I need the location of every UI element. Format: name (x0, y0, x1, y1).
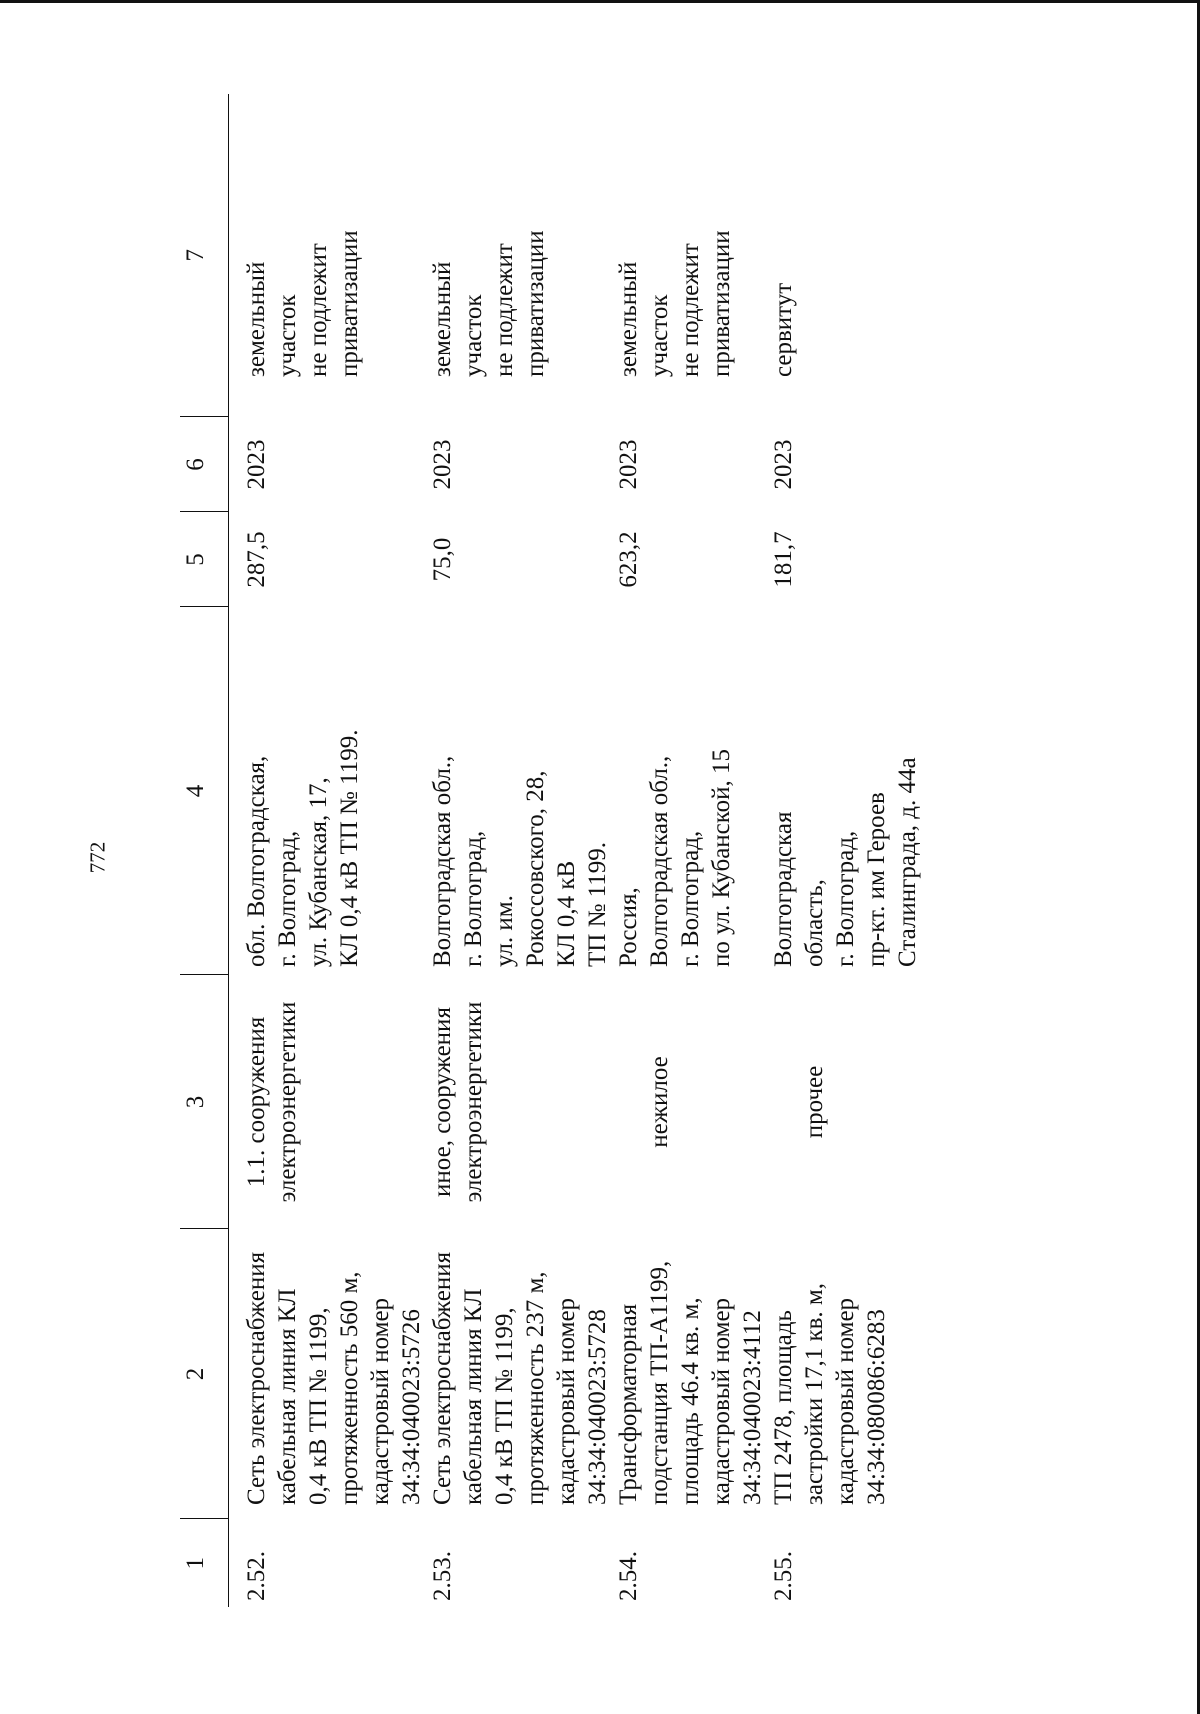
column-header: 7 (180, 94, 229, 417)
column-header: 1 (180, 1519, 229, 1607)
object-name-line: 34:34:040023:4112 (739, 1310, 766, 1505)
object-address-line: Россия, (615, 887, 642, 967)
row-number-cell: 2.53. (429, 1551, 456, 1601)
object-note-line: земельный (615, 261, 642, 377)
object-name-line: 34:34:040023:5728 (584, 1309, 611, 1505)
object-year-cell: 2023 (615, 439, 642, 490)
object-note-line: не подлежит (491, 243, 518, 377)
object-type-line: иное, сооружения (429, 1007, 456, 1197)
object-name-line: 0,4 кВ ТП № 1199, (305, 1307, 332, 1505)
object-name-line: площадь 46.4 кв. м, (677, 1297, 704, 1505)
object-year-cell: 2023 (429, 439, 456, 490)
table-row (768, 94, 923, 1607)
registry-table (180, 94, 923, 1607)
object-note-line: участок (460, 294, 487, 377)
object-address-line: обл. Волгоградская, (243, 755, 270, 967)
column-header: 5 (180, 512, 229, 607)
object-type-line: прочее (801, 1065, 828, 1139)
object-name-line: ТП 2478, площадь (770, 1310, 797, 1505)
object-address-line: Волгоградская обл., (429, 755, 456, 967)
page-number: 772 (85, 841, 110, 874)
object-name-cell (241, 1229, 427, 1519)
rotated-table-container (180, 94, 1060, 1607)
column-header: 3 (180, 975, 229, 1229)
object-address-line: г. Волгоград, (832, 830, 859, 967)
object-note-line: земельный (243, 261, 270, 377)
object-name-line: 34:34:040023:5726 (398, 1309, 425, 1505)
object-note-line: участок (274, 294, 301, 377)
table-row (613, 94, 768, 1607)
object-name-cell (768, 1229, 923, 1519)
object-name-line: кадастровый номер (708, 1297, 735, 1505)
object-address-line: область, (801, 879, 828, 967)
object-name-line: подстанция ТП-А1199, (646, 1260, 673, 1505)
object-type-cell (241, 975, 427, 1229)
object-type-line (768, 979, 799, 1225)
object-name-line: протяженность 560 м, (336, 1271, 363, 1505)
object-address-line: Волгоградская (770, 811, 797, 967)
object-note-line: участок (646, 294, 673, 377)
object-area-cell: 287,5 (243, 531, 270, 588)
object-name-cell (427, 1229, 613, 1519)
column-header: 4 (180, 607, 229, 975)
object-name-line: кабельная линия КЛ (274, 1288, 301, 1505)
table-header-row (180, 94, 229, 1607)
object-name-cell (613, 1229, 768, 1519)
object-address-line: Волгоградская обл., (646, 755, 673, 967)
object-address-line: Сталинграда, д. 44а (894, 757, 921, 967)
table-row (241, 94, 427, 1607)
object-year-cell: 2023 (243, 439, 270, 490)
object-name-line: Сеть электроснабжения (429, 1251, 456, 1505)
object-name-line: кабельная линия КЛ (460, 1288, 487, 1505)
object-address-line: г. Волгоград, (677, 830, 704, 967)
object-name-line: Трансформаторная (615, 1303, 642, 1505)
object-address-line: ул. Кубанская, 17, (305, 777, 332, 967)
page-top-edge (0, 0, 1200, 3)
object-name-line: застройки 17,1 кв. м, (801, 1283, 828, 1505)
object-name-line: кадастровый номер (367, 1297, 394, 1505)
table-row (427, 94, 613, 1607)
column-header: 6 (180, 417, 229, 512)
column-header: 2 (180, 1229, 229, 1519)
object-type-cell (427, 975, 613, 1229)
object-note-line: сервитут (770, 282, 797, 377)
object-name-line: Сеть электроснабжения (243, 1251, 270, 1505)
object-name-line: кадастровый номер (553, 1297, 580, 1505)
object-note-cell (427, 94, 613, 417)
object-note-line: земельный (429, 261, 456, 377)
object-type-line: электроэнергетики (274, 1001, 301, 1203)
object-area-cell: 623,2 (615, 531, 642, 588)
object-address-line: КЛ 0,4 кВ ТП № 1199. (336, 729, 363, 967)
object-address-line: г. Волгоград, (274, 830, 301, 967)
object-note-line: не подлежит (305, 243, 332, 377)
object-note-line: приватизации (522, 230, 549, 377)
object-address-line: ул. им. (491, 895, 518, 967)
object-area-cell: 75,0 (429, 537, 456, 582)
object-type-cell (613, 975, 768, 1229)
object-address-line: Рокоссовского, 28, (522, 770, 549, 967)
object-type-line (613, 979, 644, 1225)
object-note-line: приватизации (336, 230, 363, 377)
object-address-line: по ул. Кубанской, 15 (708, 748, 735, 967)
object-note-line: приватизации (708, 230, 735, 377)
object-address-line: г. Волгоград, (460, 830, 487, 967)
object-type-line: 1.1. сооружения (243, 1016, 270, 1188)
object-name-line: 34:34:080086:6283 (863, 1309, 890, 1505)
object-address-line: ТП № 1199. (584, 842, 611, 967)
object-address-line: КЛ 0,4 кВ (553, 860, 580, 967)
object-area-cell: 181,7 (770, 531, 797, 588)
object-address-cell (768, 607, 923, 975)
object-note-cell (613, 94, 768, 417)
object-type-line: нежилое (646, 1056, 673, 1148)
object-address-cell (613, 607, 768, 975)
object-type-cell (768, 975, 923, 1229)
object-name-line: 0,4 кВ ТП № 1199, (491, 1307, 518, 1505)
object-name-line: протяженность 237 м, (522, 1271, 549, 1505)
object-year-cell: 2023 (770, 439, 797, 490)
object-address-cell (427, 607, 613, 975)
row-number-cell: 2.54. (615, 1551, 642, 1601)
object-address-cell (241, 607, 427, 975)
row-number-cell: 2.55. (770, 1551, 797, 1601)
object-note-cell (768, 94, 923, 417)
row-number-cell: 2.52. (243, 1551, 270, 1601)
object-name-line: кадастровый номер (832, 1297, 859, 1505)
object-type-line: электроэнергетики (460, 1001, 487, 1203)
object-address-line: пр-кт. им Героев (863, 792, 890, 967)
object-note-cell (241, 94, 427, 417)
object-note-line: не подлежит (677, 243, 704, 377)
